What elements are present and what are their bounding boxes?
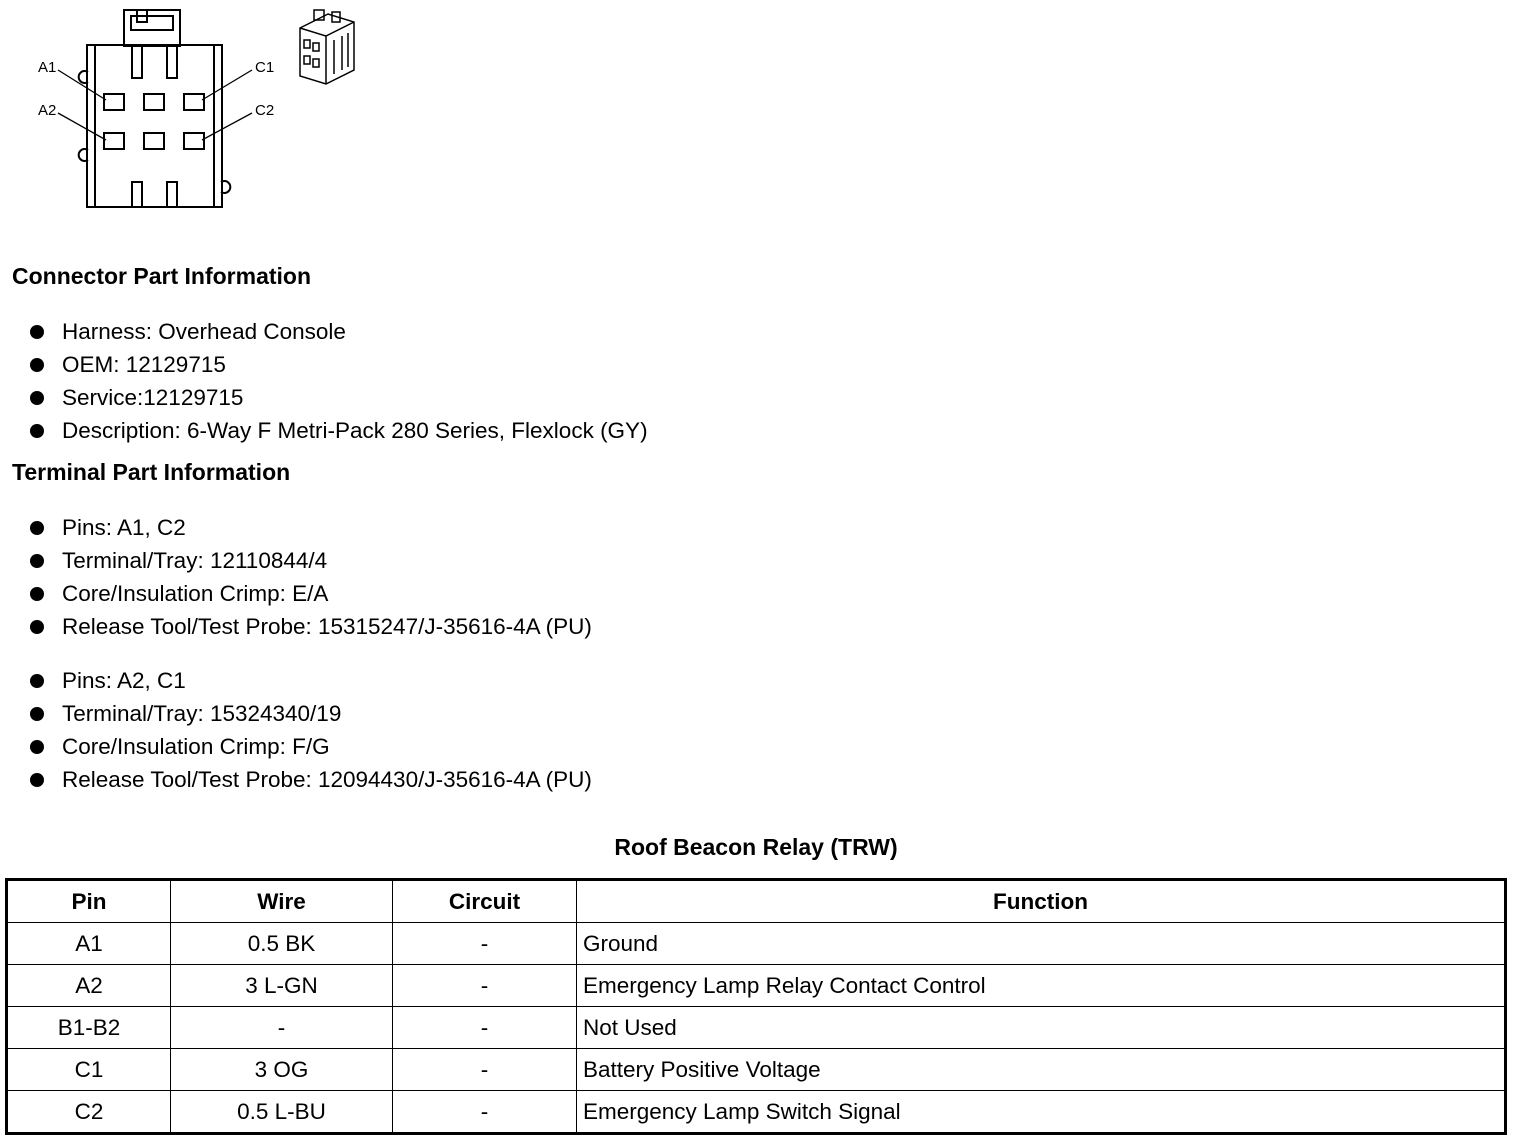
connector-diagram xyxy=(30,0,370,215)
connector-isometric-view xyxy=(300,10,354,84)
column-header-function: Function xyxy=(577,880,1506,923)
cell-wire: - xyxy=(171,1007,393,1049)
cavity-c2 xyxy=(184,133,204,149)
table-row xyxy=(7,923,1506,965)
bullet-icon xyxy=(30,391,44,405)
list-item: Core/Insulation Crimp: F/G xyxy=(28,730,592,763)
table-title: Roof Beacon Relay (TRW) xyxy=(614,834,898,860)
list-item: Release Tool/Test Probe: 12094430/J-35616-4A (PU) xyxy=(28,763,592,796)
cell-circuit: - xyxy=(393,965,577,1007)
table-row xyxy=(7,1091,1506,1134)
cell-function: Not Used xyxy=(577,1007,1506,1049)
cell-function: Ground xyxy=(577,923,1506,965)
connector-info-list xyxy=(28,315,648,447)
connector-body xyxy=(87,45,222,207)
cavity-b1 xyxy=(144,94,164,110)
bullet-icon xyxy=(30,587,44,601)
pin-label-a2: A2 xyxy=(38,102,57,119)
bullet-icon xyxy=(30,674,44,688)
cell-circuit: - xyxy=(393,923,577,965)
column-header-circuit: Circuit xyxy=(393,880,577,923)
cell-circuit: - xyxy=(393,1091,577,1134)
cell-wire: 0.5 L-BU xyxy=(171,1091,393,1134)
list-item: Release Tool/Test Probe: 15315247/J-35616-4A (PU) xyxy=(28,610,592,643)
pinout-table xyxy=(5,878,1507,1135)
cell-function: Battery Positive Voltage xyxy=(577,1049,1506,1091)
bullet-icon xyxy=(30,358,44,372)
cell-wire: 0.5 BK xyxy=(171,923,393,965)
table-row xyxy=(7,1049,1506,1091)
list-item: Terminal/Tray: 12110844/4 xyxy=(28,544,592,577)
pin-label-c2: C2 xyxy=(255,102,275,119)
table-row xyxy=(7,1007,1506,1049)
cell-pin: B1-B2 xyxy=(7,1007,171,1049)
cell-pin: C1 xyxy=(7,1049,171,1091)
table-header-row xyxy=(7,880,1506,923)
bullet-icon xyxy=(30,707,44,721)
bullet-icon xyxy=(30,424,44,438)
list-item: OEM: 12129715 xyxy=(28,348,648,381)
cell-pin: C2 xyxy=(7,1091,171,1134)
cell-function: Emergency Lamp Switch Signal xyxy=(577,1091,1506,1134)
pin-label-c1: C1 xyxy=(255,59,275,76)
column-header-wire: Wire xyxy=(171,880,393,923)
list-item: Core/Insulation Crimp: E/A xyxy=(28,577,592,610)
bullet-icon xyxy=(30,773,44,787)
bullet-icon xyxy=(30,325,44,339)
cell-wire: 3 OG xyxy=(171,1049,393,1091)
connector-section-title: Connector Part Information xyxy=(12,263,312,289)
table-row xyxy=(7,965,1506,1007)
list-item: Harness: Overhead Console xyxy=(28,315,648,348)
terminal-info-list-1 xyxy=(28,511,592,643)
bullet-icon xyxy=(30,554,44,568)
terminal-info-list-2 xyxy=(28,664,592,796)
bullet-icon xyxy=(30,521,44,535)
terminal-section-title: Terminal Part Information xyxy=(12,459,291,485)
cavity-b2 xyxy=(144,133,164,149)
cell-circuit: - xyxy=(393,1049,577,1091)
cavity-a2 xyxy=(104,133,124,149)
list-item: Terminal/Tray: 15324340/19 xyxy=(28,697,592,730)
cell-function: Emergency Lamp Relay Contact Control xyxy=(577,965,1506,1007)
cavity-c1 xyxy=(184,94,204,110)
list-item: Pins: A1, C2 xyxy=(28,511,592,544)
bullet-icon xyxy=(30,740,44,754)
pin-label-a1: A1 xyxy=(38,59,57,76)
bullet-icon xyxy=(30,620,44,634)
cell-wire: 3 L-GN xyxy=(171,965,393,1007)
cell-pin: A2 xyxy=(7,965,171,1007)
list-item: Pins: A2, C1 xyxy=(28,664,592,697)
cell-circuit: - xyxy=(393,1007,577,1049)
list-item: Description: 6-Way F Metri-Pack 280 Series, Flexlock (GY) xyxy=(28,414,648,447)
list-item: Service:12129715 xyxy=(28,381,648,414)
cell-pin: A1 xyxy=(7,923,171,965)
column-header-pin: Pin xyxy=(7,880,171,923)
cavity-a1 xyxy=(104,94,124,110)
